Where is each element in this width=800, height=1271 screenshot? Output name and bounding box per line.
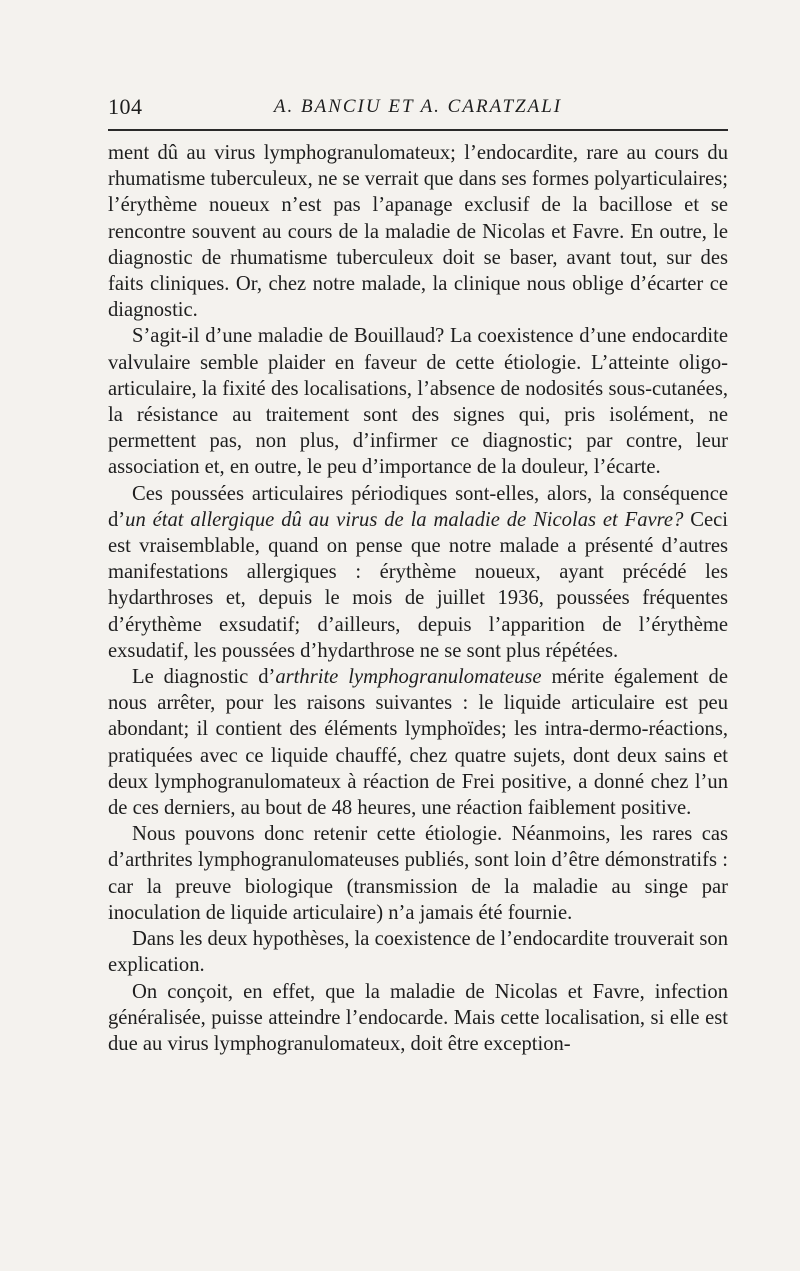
paragraph-4-italic: arthrite lymphogranulomateuse [275,666,542,689]
paragraph-5: Nous pouvons donc retenir cette étiologie. Néanmoins, les rares cas d’arthrites lymphogranulomateuses publiés, sont loin d’être démonstratifs : car la preuve biologique (transmission de la maladie au singe par inoculation de liquide articulaire) n’a jamais été fournie. [108,823,728,924]
paragraph-1: ment dû au virus lymphogranulomateux; l’endocardite, rare au cours du rhumatisme tuberculeux, ne se verrait que dans ses formes polyarticulaires; l’érythème noueux n’est pas l’apanage exclusif de la bacillose et se rencontre souvent au cours de la maladie de Nicolas et Favre. En outre, le diagnostic de rhumatisme tuberculeux doit se baser, avant tout, sur des faits cliniques. Or, chez notre malade, la clinique nous oblige d’écarter ce diagnostic. [108,142,728,322]
paragraph-3-text-start: Ces poussées articulaires périodiques sont-elles, alors, la conséquence d’ [108,482,728,531]
paragraph-7: On conçoit, en effet, que la maladie de Nicolas et Favre, infection généralisée, puisse atteindre l’endocarde. Mais cette localisation, si elle est due au virus lymphogranulomateux, doit être exception- [108,980,728,1055]
running-head: A. BANCIU ET A. CARATZALI [273,96,563,117]
paragraph-2: S’agit-il d’une maladie de Bouillaud? La coexistence d’une endocardite valvulaire semble plaider en faveur de cette étiologie. L’atteinte oligo-articulaire, la fixité des localisations, l’absence de nodosités sous-cutanées, la résistance au traitement sont des signes qui, pris isolément, ne permettent pas, non plus, d’infirmer ce diagnostic; par contre, leur association et, en outre, le peu d’importance de la douleur, l’écarte. [108,325,728,479]
paragraph-3-italic: un état allergique dû au virus de la maladie de Nicolas et Favre? [125,508,684,531]
header-rule [108,129,728,131]
page-number: 104 [108,94,143,119]
paragraph-4-text-end: mérite également de nous arrêter, pour les raisons suivantes : le liquide articulaire est peu abondant; il contient des éléments lymphoïdes; les intra-dermo-réactions, pratiquées avec ce liquide chauffé, chez quatre sujets, dont deux sains et deux lymphogranulomateux à réaction de Frei positive, a donné chez l’un de ces derniers, au bout de 48 heures, une réaction faiblement positive. [108,666,728,820]
paragraph-3-text-end: Ceci est vraisemblable, quand on pense que notre malade a présenté d’autres manifestations allergiques : érythème noueux, ayant précédé les hydarthroses et, depuis le mois de juillet 1936, poussées fréquentes d’érythème exsudatif; d’ailleurs, depuis l’apparition de l’érythème exsudatif, les poussées d’hydarthrose ne se sont plus répétées. [108,508,729,662]
body-text [108,140,728,1057]
paragraph-4-text-start: Le diagnostic d’ [132,666,276,689]
paragraph-4 [108,664,728,821]
page-header [108,94,728,124]
paragraph-3 [108,481,728,664]
paragraph-6: Dans les deux hypothèses, la coexistence de l’endocardite trouverait son explication. [108,928,728,977]
